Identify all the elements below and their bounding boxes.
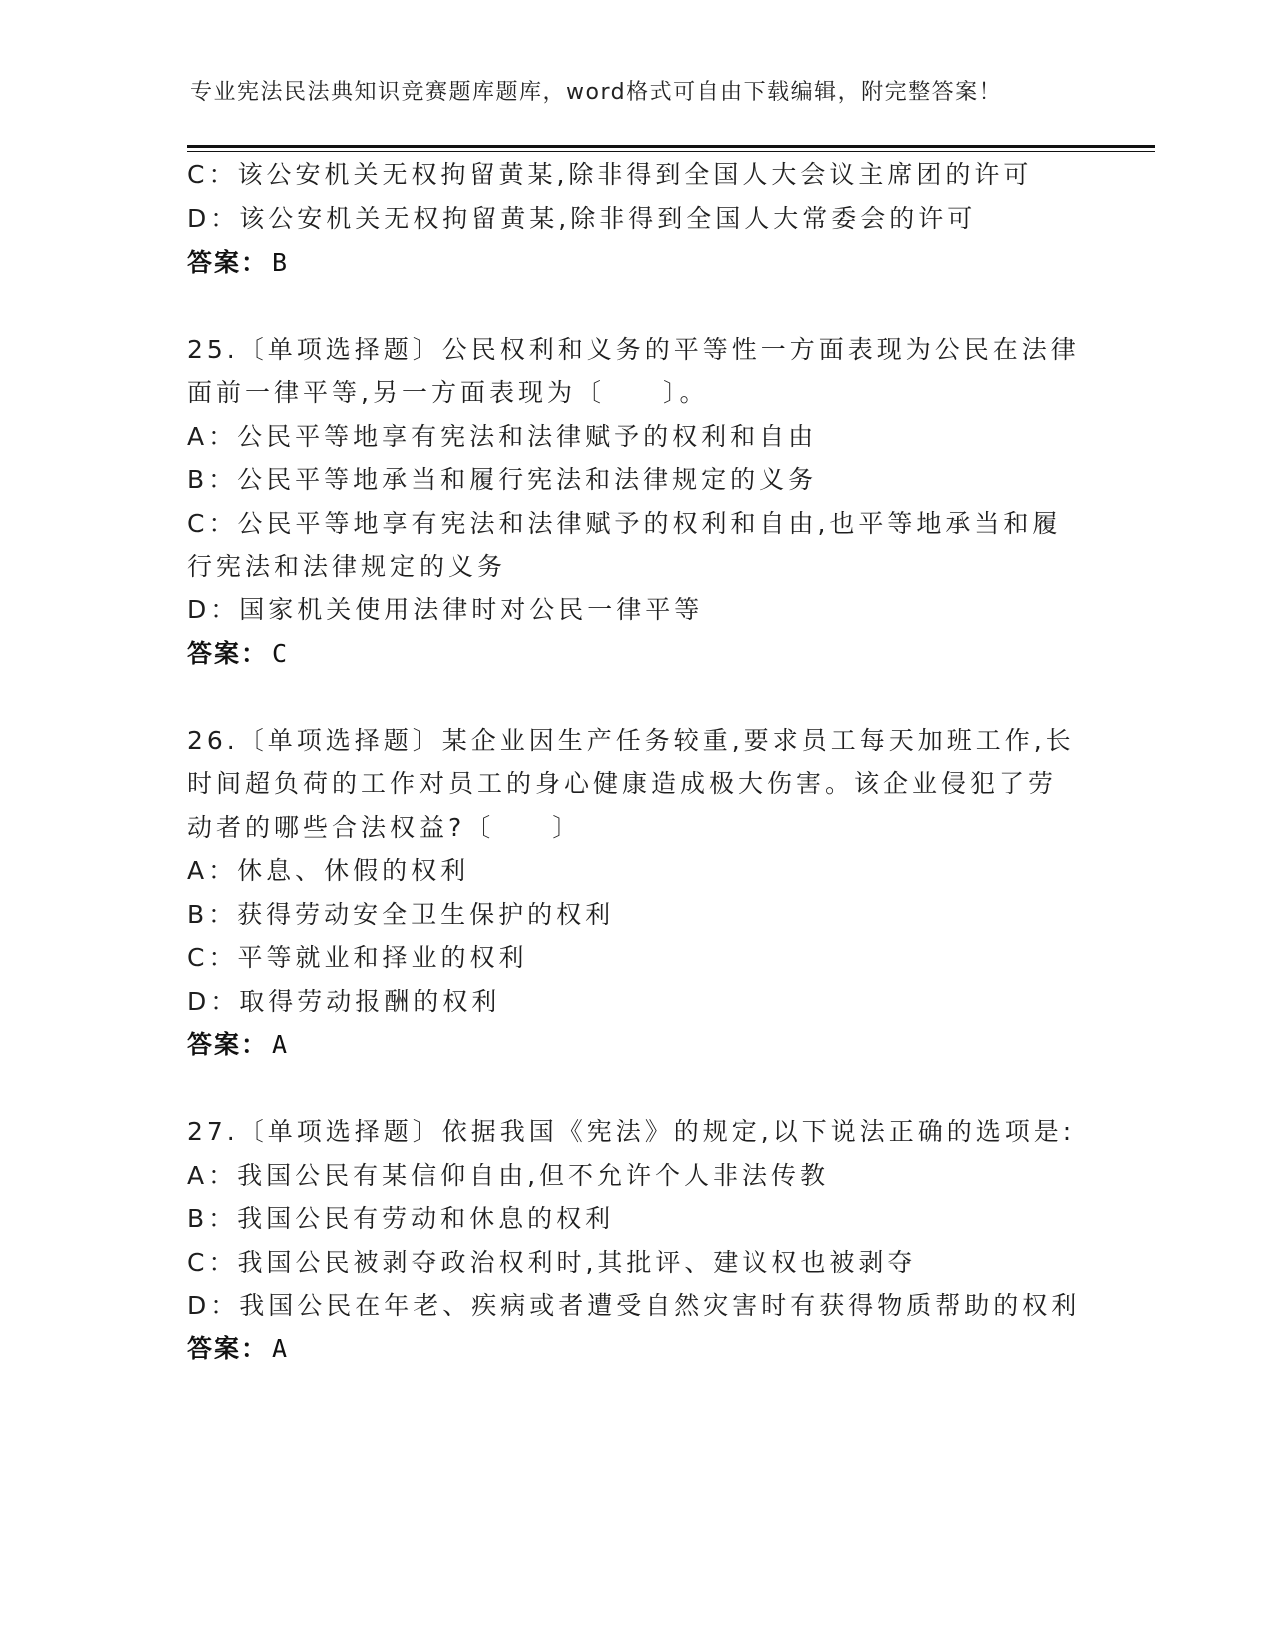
answer-value: A <box>272 1030 290 1059</box>
option-line: C：我国公民被剥夺政治权利时,其批评、建议权也被剥夺 <box>187 1248 917 1277</box>
header-rule-thin <box>187 151 1155 152</box>
question-stem-line: 时间超负荷的工作对员工的身心健康造成极大伤害。该企业侵犯了劳 <box>187 769 1058 798</box>
option-line: A：我国公民有某信仰自由,但不允许个人非法传教 <box>187 1161 830 1190</box>
answer-label: 答案： <box>187 639 269 668</box>
answer-line <box>187 634 289 670</box>
answer-value: B <box>272 248 290 277</box>
answer-line <box>187 243 289 279</box>
option-line: D：取得劳动报酬的权利 <box>187 987 501 1016</box>
answer-line <box>187 1025 289 1061</box>
option-line: C：公民平等地享有宪法和法律赋予的权利和自由,也平等地承当和履 <box>187 509 1062 538</box>
option-line: B：我国公民有劳动和休息的权利 <box>187 1204 615 1233</box>
question-stem-line: 动者的哪些合法权益?〔 〕 <box>187 813 582 842</box>
answer-label: 答案： <box>187 248 269 277</box>
option-line: B：获得劳动安全卫生保护的权利 <box>187 900 615 929</box>
option-line: D：该公安机关无权拘留黄某,除非得到全国人大常委会的许可 <box>187 204 977 233</box>
question-stem-line: 27.〔单项选择题〕依据我国《宪法》的规定,以下说法正确的选项是: <box>187 1117 1076 1146</box>
answer-value: C <box>272 639 290 668</box>
option-line: A：公民平等地享有宪法和法律赋予的权利和自由 <box>187 422 818 451</box>
option-line: 行宪法和法律规定的义务 <box>187 552 507 581</box>
option-line: C：平等就业和择业的权利 <box>187 943 528 972</box>
option-line: D：国家机关使用法律时对公民一律平等 <box>187 595 704 624</box>
answer-line <box>187 1329 289 1365</box>
answer-label: 答案： <box>187 1334 269 1363</box>
option-line: B：公民平等地承当和履行宪法和法律规定的义务 <box>187 465 818 494</box>
page-header: 专业宪法民法典知识竞赛题库题库，word格式可自由下载编辑，附完整答案！ <box>190 80 1003 105</box>
question-stem-line: 面前一律平等,另一方面表现为〔 〕。 <box>187 378 709 407</box>
question-stem-line: 25.〔单项选择题〕公民权利和义务的平等性一方面表现为公民在法律 <box>187 335 1080 364</box>
header-rule-thick <box>187 145 1155 148</box>
option-line: D：我国公民在年老、疾病或者遭受自然灾害时有获得物质帮助的权利 <box>187 1291 1081 1320</box>
answer-value: A <box>272 1334 290 1363</box>
option-line: A：休息、休假的权利 <box>187 856 470 885</box>
option-line: C：该公安机关无权拘留黄某,除非得到全国人大会议主席团的许可 <box>187 160 1033 189</box>
question-stem-line: 26.〔单项选择题〕某企业因生产任务较重,要求员工每天加班工作,长 <box>187 726 1075 755</box>
answer-label: 答案： <box>187 1030 269 1059</box>
